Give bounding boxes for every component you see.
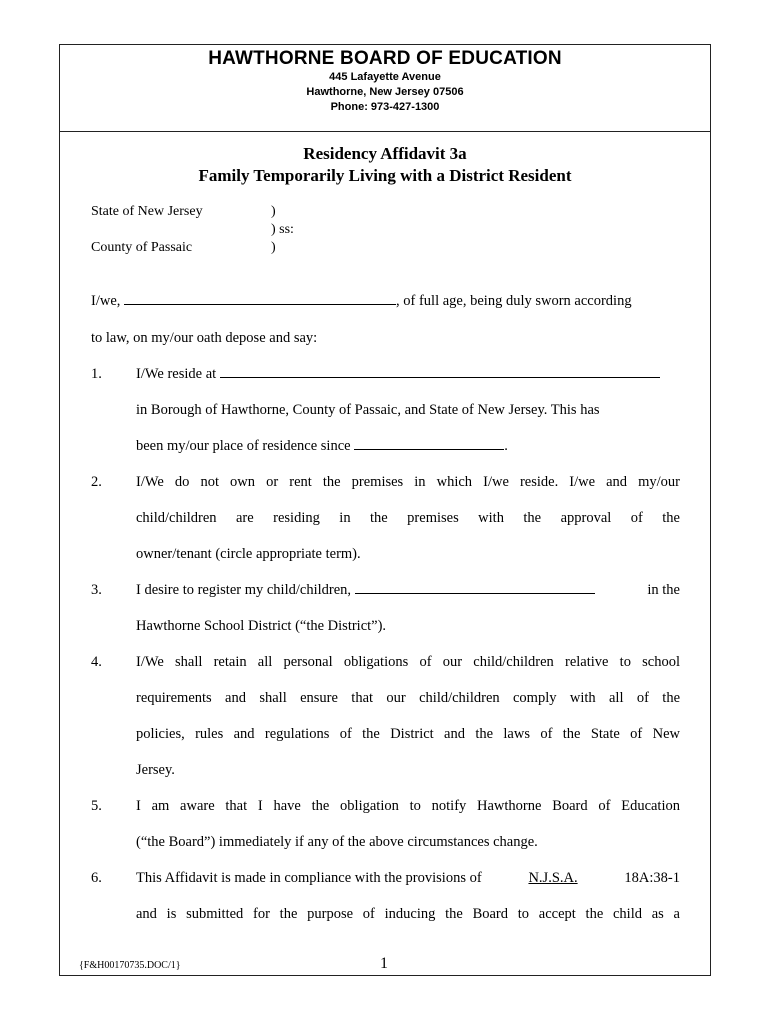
item-2-line-2: child/children are residing in the premises with the approval of the <box>136 510 680 526</box>
item-4-line-4: Jersey. <box>136 762 175 778</box>
item-3-in-the: in the <box>647 582 680 598</box>
form-subtitle: Family Temporarily Living with a District Resident <box>198 166 572 185</box>
item-1-line-3 <box>136 438 508 455</box>
address-field[interactable] <box>220 376 660 378</box>
item-6-citation: N.J.S.A. <box>528 870 578 886</box>
item-number-1: 1. <box>91 366 102 382</box>
item-4-line-2: requirements and shall ensure that our child/children comply with all of the <box>136 690 680 706</box>
children-names-field[interactable] <box>355 592 595 594</box>
page-number: 1 <box>380 955 388 972</box>
venue-paren-1: ) <box>271 204 276 219</box>
item-6-line-2: and is submitted for the purpose of inducing the Board to accept the child as a <box>136 906 680 922</box>
letterhead <box>60 45 710 132</box>
item-6-statute: 18A:38-1 <box>624 870 680 886</box>
address-line-2: Hawthorne, New Jersey 07506 <box>306 86 464 98</box>
item-number-6: 6. <box>91 870 102 886</box>
item-1-since-text: been my/our place of residence since <box>136 438 351 454</box>
item-6-text: This Affidavit is made in compliance with the provisions of <box>136 870 482 886</box>
name-field[interactable] <box>124 303 396 305</box>
item-1-line-1 <box>136 366 680 383</box>
item-1-line-2: in Borough of Hawthorne, County of Passaic, and State of New Jersey. This has <box>136 402 600 418</box>
venue-paren-ss: ) ss: <box>271 222 294 237</box>
org-name: HAWTHORNE BOARD OF EDUCATION <box>208 48 562 69</box>
item-2-line-3: owner/tenant (circle appropriate term). <box>136 546 361 562</box>
item-6-line-1 <box>136 870 680 887</box>
document-id: {F&H00170735.DOC/1} <box>79 960 181 971</box>
intro-line-1 <box>91 293 680 310</box>
item-2-line-1: I/We do not own or rent the premises in which I/we reside. I/we and my/our <box>136 474 680 490</box>
venue-paren-3: ) <box>271 240 276 255</box>
item-number-3: 3. <box>91 582 102 598</box>
item-5-line-2: (“the Board”) immediately if any of the above circumstances change. <box>136 834 538 850</box>
address-line-1: 445 Lafayette Avenue <box>329 71 441 83</box>
item-4-line-3: policies, rules and regulations of the District and the laws of the State of New <box>136 726 680 742</box>
residence-since-field[interactable] <box>354 448 504 450</box>
item-number-5: 5. <box>91 798 102 814</box>
phone-line: Phone: 973-427-1300 <box>330 101 440 113</box>
item-4-line-1: I/We shall retain all personal obligations of our child/children relative to school <box>136 654 680 670</box>
item-3-line-1 <box>136 582 680 599</box>
item-number-4: 4. <box>91 654 102 670</box>
item-1-text: I/We reside at <box>136 366 217 382</box>
form-title: Residency Affidavit 3a <box>303 144 467 163</box>
item-1-period: . <box>504 438 508 454</box>
venue-state: State of New Jersey <box>91 204 203 219</box>
item-number-2: 2. <box>91 474 102 490</box>
item-3-line-2: Hawthorne School District (“the District”). <box>136 618 387 634</box>
intro-line-2: to law, on my/our oath depose and say: <box>91 330 318 346</box>
intro-end: , of full age, being duly sworn according <box>396 293 632 309</box>
item-5-line-1: I am aware that I have the obligation to notify Hawthorne Board of Education <box>136 798 680 814</box>
intro-start: I/we, <box>91 293 121 309</box>
venue-county: County of Passaic <box>91 240 193 255</box>
item-3-text: I desire to register my child/children, <box>136 582 352 598</box>
